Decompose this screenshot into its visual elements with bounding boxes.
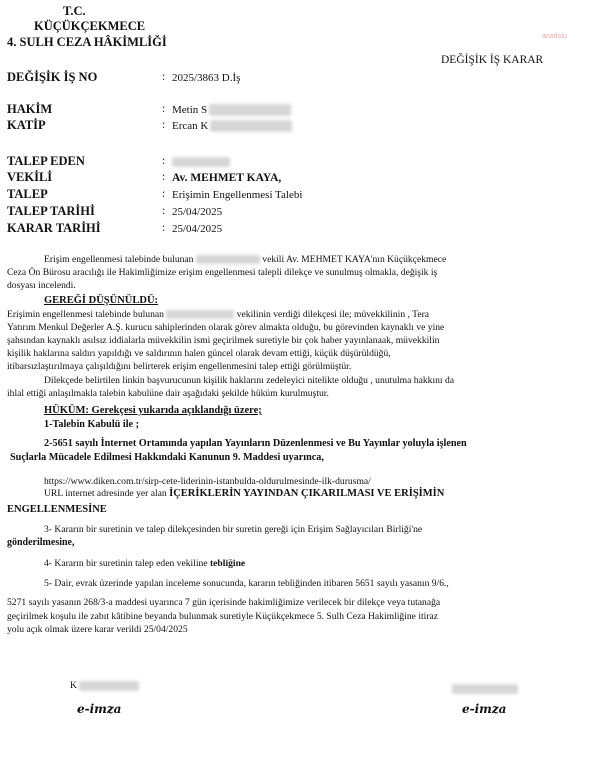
redaction-block xyxy=(210,120,292,132)
karar-tarihi-label: KARAR TARİHİ xyxy=(7,221,101,235)
colon: : xyxy=(162,119,166,131)
gerekci-line-5: itibarsızlaştırılmaya çalışıldığını belirterek erişim engellenmesini talep ettiği görülmüştür. xyxy=(7,361,352,372)
colon: : xyxy=(162,171,166,183)
hukum-item-3-line-2: gönderilmesine, xyxy=(7,537,75,548)
hukum-item-4 xyxy=(44,558,245,569)
e-signature-left: e-imza xyxy=(77,702,122,716)
talep-value: Erişimin Engellenmesi Talebi xyxy=(172,189,303,201)
hukum-heading: HÜKÜM xyxy=(44,405,86,416)
redaction-block xyxy=(166,310,234,319)
hukum-item-5-line-4: yolu açık olmak üzere karar verildi 25/04/2025 xyxy=(7,624,188,635)
colon: : xyxy=(162,205,166,217)
hukum-item-3-line-1: 3- Kararın bir suretinin ve talep dilekçesinden bir suretin gereği için Erişim Sağlayıcıları Birliği'ne xyxy=(44,524,423,535)
is-no-label: DEĞİŞİK İŞ NO xyxy=(7,70,98,84)
gerekci-line-6: Dilekçede belirtilen linkin başvurucunun kişilik haklarını zedeleyici nitelikte olduğu , unutulma hakkını da xyxy=(44,375,455,386)
talep-tarihi-value: 25/04/2025 xyxy=(172,206,223,218)
intro-line-1 xyxy=(44,254,446,265)
intro-text: Erişim engellenmesi talebinde bulunan xyxy=(44,254,194,265)
colon: : xyxy=(162,222,166,234)
gerekci-text: Erişimin engellenmesi talebinde bulunan xyxy=(7,309,164,320)
hukum-item-5-line-3: geçirilmek koşulu ile zabıt kâtibine beyanda bulunmak suretiyle Küçükçekmece 5. Sulh Ceza Hakimliğine itiraz xyxy=(7,611,439,622)
e-signature-right: e-imza xyxy=(462,702,507,716)
hukum-item-5-line-1: 5- Dair, evrak üzerinde yapılan inceleme sonucunda, kararın tebliğinden itibaren 5651 sayılı yasanın 9/6., xyxy=(44,578,449,589)
document-type: DEĞİŞİK İŞ KARAR xyxy=(441,54,544,66)
item-4-bold: tebliğine xyxy=(209,558,246,569)
hukum-item-1: 1-Talebin Kabulü ile ; xyxy=(44,419,140,430)
redaction-block xyxy=(209,104,291,116)
header-tc: T.C. xyxy=(63,4,86,18)
hukum-item-2-line-1: 2-5651 sayılı İnternet Ortamında yapılan Yayınların Düzenlenmesi ve Bu Yayınlar yoluyla işlenen xyxy=(44,438,467,449)
gerekci-line-1 xyxy=(7,309,429,320)
colon: : xyxy=(162,71,166,83)
gerekci-line-3: şahsından kaynaklı asılsız iddialarla müvekkilin ismi geçirilmek suretiyle bir çok haber yayınlanaak, müvekkilin xyxy=(7,335,440,346)
intro-text: vekili Av. MEHMET KAYA'nın Küçükçekmece xyxy=(262,254,447,265)
gerekci-line-2: Yatırım Menkul Değerler A.Ş. kurucu sahiplerinden olarak görev almakta olduğu, bu görevinden kaynaklı ve yine xyxy=(7,322,445,333)
katip-label: KATİP xyxy=(7,118,46,132)
item-4-text: 4- Kararın bir suretinin talep eden vekiline xyxy=(44,558,208,569)
hakim-signature-name xyxy=(452,680,518,698)
talep-label: TALEP xyxy=(7,187,48,201)
url-note-line-2: ENGELLENMESİNE xyxy=(7,504,107,515)
hakim-value xyxy=(172,104,291,116)
talep-tarihi-label: TALEP TARİHİ xyxy=(7,204,95,218)
hukum-item-2-line-2: Suçlarla Mücadele Edilmesi Hakkındaki Kanunun 9. Maddesi uyarınca, xyxy=(10,452,324,463)
gerekci-line-7: ihlal ettiği anlaşılmakla talebin kabulüne dair aşağıdaki şekilde hüküm kurulmuştur. xyxy=(7,388,329,399)
redaction-block xyxy=(172,157,230,167)
hakim-label: HAKİM xyxy=(7,102,53,116)
colon: : xyxy=(162,103,166,115)
gerekci-line-4: kişilik haklarına saldırı yapıldığı ve saldırının halen güncel olarak devam ettiği, küçük düşürüldüğü, xyxy=(7,348,391,359)
katip-value xyxy=(172,120,292,132)
katip-initial: K xyxy=(70,680,77,691)
gerekci-title: GEREĞİ DÜŞÜNÜLDÜ: xyxy=(44,295,159,306)
header-city: KÜÇÜKÇEKMECE xyxy=(34,19,146,33)
header-court: 4. SULH CEZA HÂKİMLİĞİ xyxy=(7,35,167,49)
karar-tarihi-value: 25/04/2025 xyxy=(172,223,223,235)
gerekci-text: vekilinin verdiği dilekçesi ile; müvekkilinin , Tera xyxy=(236,309,430,320)
katip-name: Ercan K xyxy=(172,120,209,132)
url-note-text: URL internet adresinde yer alan xyxy=(44,488,167,499)
hukum-item-5-line-2: 5271 sayılı yasanın 268/3-a maddesi uyarınca 7 gün içerisinde hakimliğimize verilecek bir dilekçe veya tutanağa xyxy=(7,597,441,608)
talep-eden-label: TALEP EDEN xyxy=(7,154,85,168)
url-note xyxy=(44,488,444,499)
intro-line-2: Ceza Ön Bürosu aracılığı ile Hakimliğimize erişim engellenmesi talepli dilekçe ve sunulmuş olmakla, değişik iş xyxy=(7,267,438,278)
katip-signature-name xyxy=(70,680,139,691)
talep-eden-value xyxy=(172,156,230,168)
redaction-block xyxy=(196,255,260,264)
url-note-bold: İÇERİKLERİN YAYINDAN ÇIKARILMASI VE ERİŞİMİN xyxy=(169,488,445,499)
blocked-url: https://www.diken.com.tr/sirp-cete-liderinin-istanbulda-oldurulmesinde-ilk-durusma/ xyxy=(44,476,371,487)
hukum-title xyxy=(44,405,262,416)
redaction-block xyxy=(452,684,518,694)
colon: : xyxy=(162,188,166,200)
redaction-block xyxy=(79,681,139,691)
watermark: anadolu xyxy=(542,33,567,40)
colon: : xyxy=(162,155,166,167)
hukum-heading-rest: : Gerekçesi yukarıda açıklandığı üzere; xyxy=(85,405,262,416)
vekili-value: Av. MEHMET KAYA, xyxy=(172,172,282,184)
hakim-name: Metin S xyxy=(172,104,208,116)
is-no-value: 2025/3863 D.İş xyxy=(172,72,241,84)
intro-line-3: dosyası incelendi. xyxy=(7,280,76,291)
vekili-label: VEKİLİ xyxy=(7,170,53,184)
